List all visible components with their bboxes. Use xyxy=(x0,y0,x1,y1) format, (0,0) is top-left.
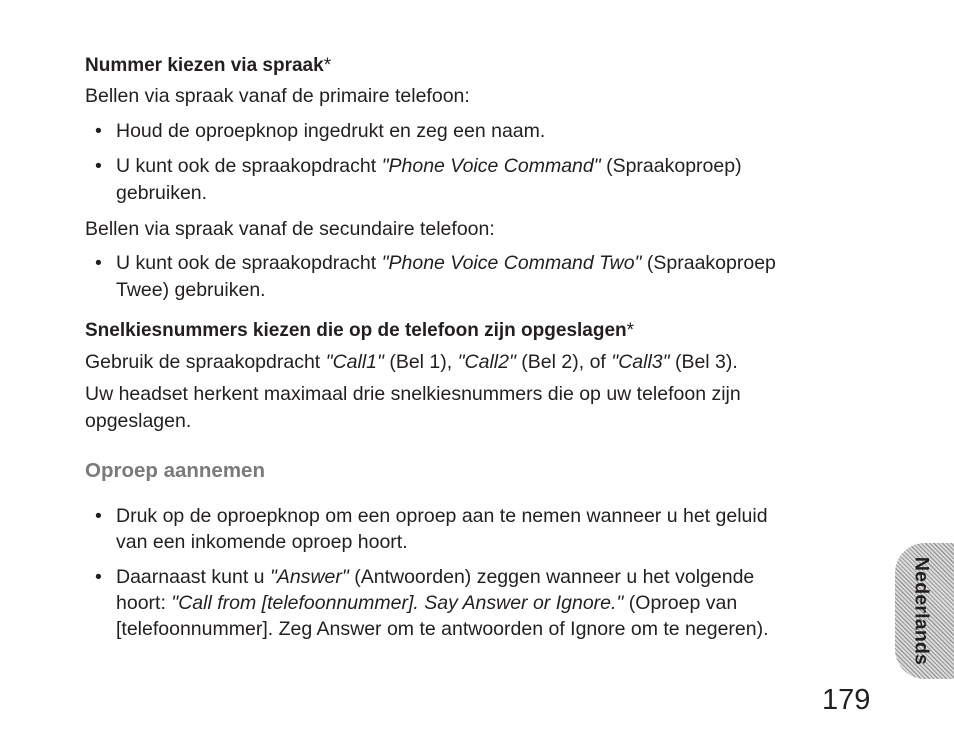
section-title-speed-dial xyxy=(85,317,634,344)
intro-primary-phone: Bellen via spraak vanaf de primaire telefoon: xyxy=(85,85,470,107)
bullet-say-answer-line2 xyxy=(116,590,737,617)
page-number: 179 xyxy=(822,684,871,716)
bullet-voice-command-line1 xyxy=(116,153,742,180)
voice-command-text: "Call1" xyxy=(325,351,384,373)
footnote-star: * xyxy=(626,320,635,341)
text: (Oproep van xyxy=(623,592,738,614)
voice-command-text: "Call from [telefoonnummer]. Say Answer or Ignore." xyxy=(171,592,624,614)
bullet-dot: • xyxy=(95,120,102,142)
voice-command-text: "Phone Voice Command" xyxy=(381,155,601,177)
bullet-voice-command-line2: gebruiken. xyxy=(116,182,208,204)
bullet-voice-command-two-line1 xyxy=(116,250,776,277)
bullet-say-answer-line1 xyxy=(116,564,754,591)
text: hoort: xyxy=(116,592,172,614)
intro-secondary-phone: Bellen via spraak vanaf de secundaire telefoon: xyxy=(85,218,495,240)
text: (Bel 1), xyxy=(383,351,458,373)
voice-command-text: "Answer" xyxy=(269,566,349,588)
text: U kunt ook de spraakopdracht xyxy=(116,252,382,274)
bullet-say-answer-line3: [telefoonnummer]. Zeg Answer om te antwoorden of Ignore om te negeren). xyxy=(116,618,769,640)
bullet-dot: • xyxy=(95,566,102,588)
text: (Bel 2), of xyxy=(515,351,612,373)
bullet-press-button-line1: Druk op de oproepknop om een oproep aan te nemen wanneer u het geluid xyxy=(116,505,768,527)
section-title-text: Nummer kiezen via spraak xyxy=(85,55,324,76)
text: Gebruik de spraakopdracht xyxy=(85,351,326,373)
voice-command-text: "Call3" xyxy=(611,351,670,373)
bullet-voice-command-two-line2: Twee) gebruiken. xyxy=(116,279,266,301)
footnote-star: * xyxy=(323,55,332,76)
text: Daarnaast kunt u xyxy=(116,566,270,588)
section-title-voice-dial xyxy=(85,52,331,79)
text: (Spraakoproep) xyxy=(600,155,742,177)
language-tab-label: Nederlands xyxy=(910,556,933,666)
bullet-dot: • xyxy=(95,505,102,527)
bullet-press-button-line2: van een inkomende oproep hoort. xyxy=(116,531,408,553)
speed-dial-note-line2: opgeslagen. xyxy=(85,410,192,432)
voice-command-text: "Phone Voice Command Two" xyxy=(381,252,642,274)
text: (Spraakoproep xyxy=(641,252,776,274)
text: (Bel 3). xyxy=(669,351,738,373)
section-title-text: Snelkiesnummers kiezen die op de telefoon zijn opgeslagen xyxy=(85,320,627,341)
bullet-dot: • xyxy=(95,252,102,274)
voice-command-text: "Call2" xyxy=(457,351,516,373)
text: U kunt ook de spraakopdracht xyxy=(116,155,382,177)
speed-dial-note-line1: Uw headset herkent maximaal drie snelkiesnummers die op uw telefoon zijn xyxy=(85,383,741,405)
text: (Antwoorden) zeggen wanneer u het volgende xyxy=(348,566,755,588)
speed-dial-commands xyxy=(85,349,738,376)
bullet-dot: • xyxy=(95,155,102,177)
bullet-hold-button: Houd de oproepknop ingedrukt en zeg een naam. xyxy=(116,120,546,142)
section-heading-answer-call: Oproep aannemen xyxy=(85,459,265,482)
